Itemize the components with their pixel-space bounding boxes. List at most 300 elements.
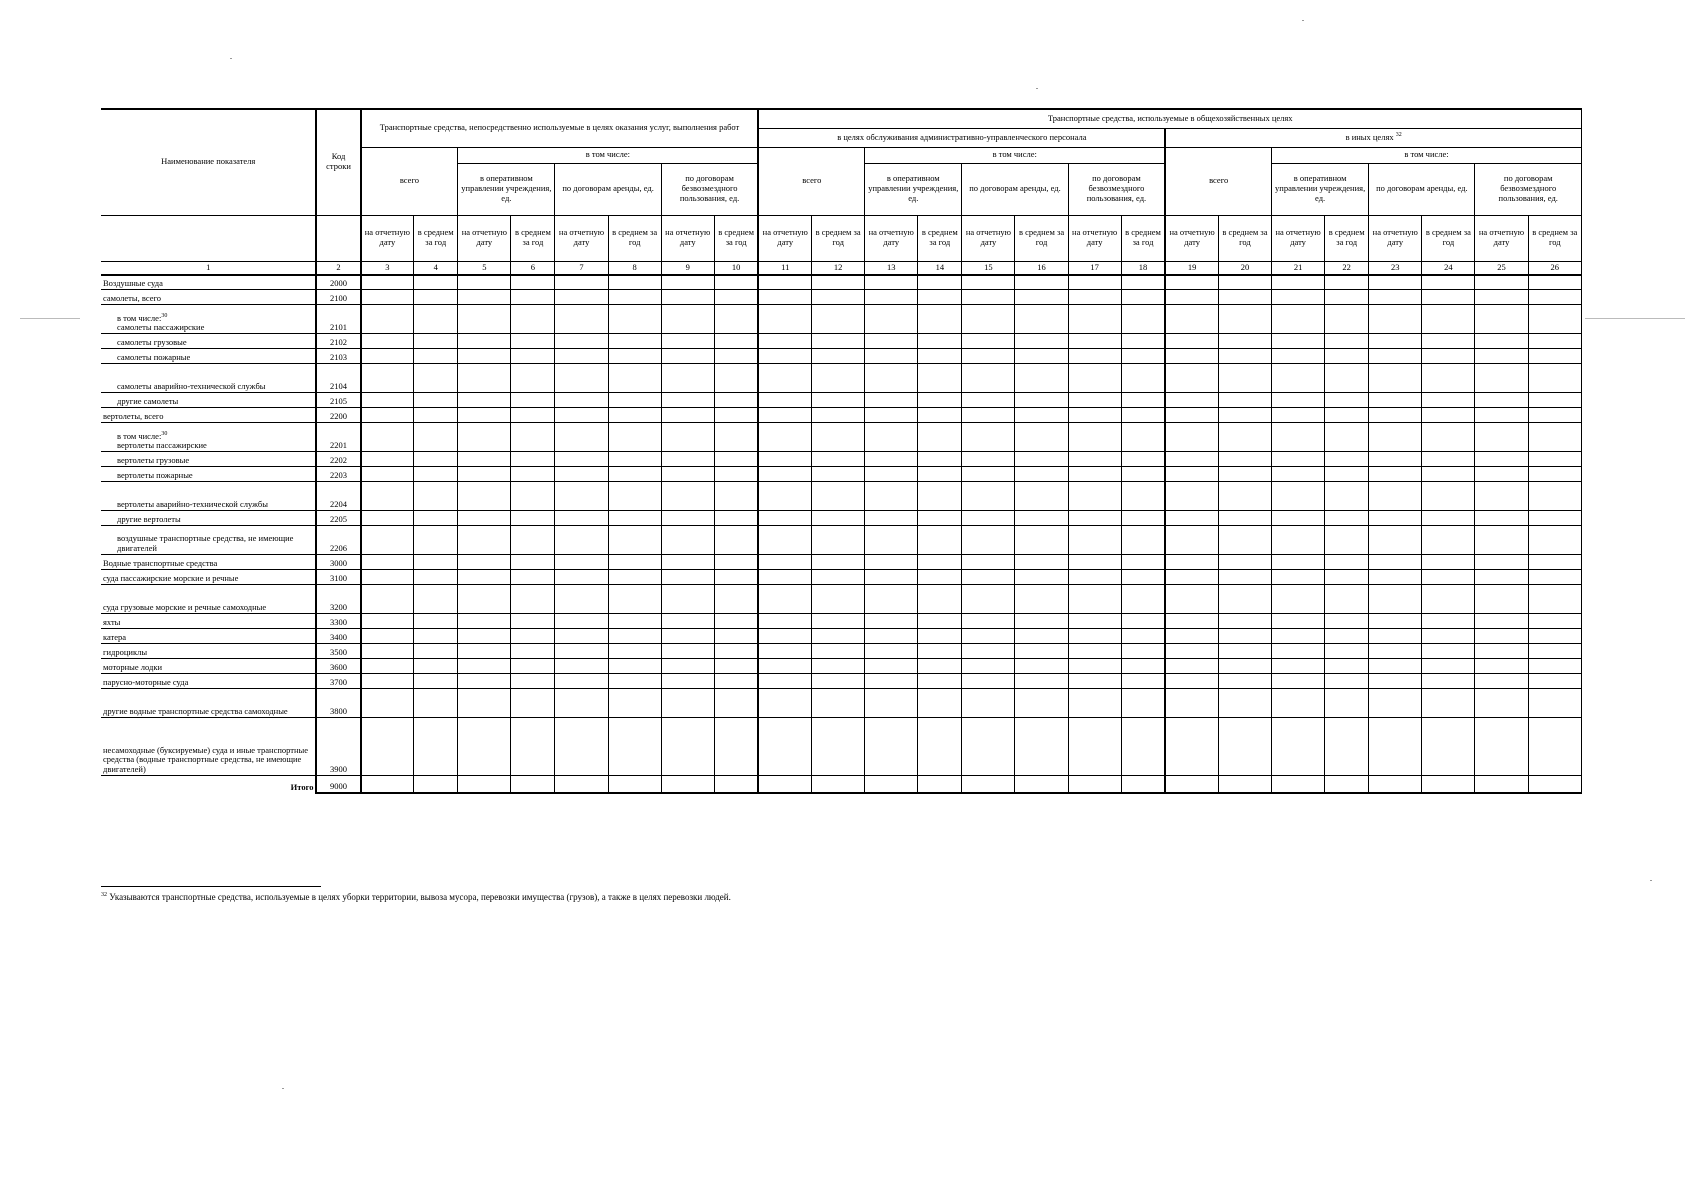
value-cell[interactable] bbox=[1121, 674, 1165, 689]
value-cell[interactable] bbox=[918, 674, 962, 689]
value-cell[interactable] bbox=[661, 526, 714, 555]
value-cell[interactable] bbox=[458, 334, 511, 349]
value-cell[interactable] bbox=[1475, 585, 1528, 614]
value-cell[interactable] bbox=[555, 334, 608, 349]
value-cell[interactable] bbox=[918, 349, 962, 364]
value-cell[interactable] bbox=[511, 290, 555, 305]
value-cell[interactable] bbox=[608, 644, 661, 659]
value-cell[interactable] bbox=[714, 776, 758, 793]
value-cell[interactable] bbox=[865, 334, 918, 349]
value-cell[interactable] bbox=[1165, 467, 1218, 482]
value-cell[interactable] bbox=[714, 467, 758, 482]
value-cell[interactable] bbox=[758, 614, 811, 629]
value-cell[interactable] bbox=[812, 452, 865, 467]
value-cell[interactable] bbox=[1475, 452, 1528, 467]
value-cell[interactable] bbox=[414, 305, 458, 334]
value-cell[interactable] bbox=[758, 644, 811, 659]
value-cell[interactable] bbox=[1369, 689, 1422, 718]
value-cell[interactable] bbox=[1528, 452, 1581, 467]
value-cell[interactable] bbox=[1422, 467, 1475, 482]
value-cell[interactable] bbox=[1325, 290, 1369, 305]
value-cell[interactable] bbox=[865, 393, 918, 408]
value-cell[interactable] bbox=[962, 393, 1015, 408]
value-cell[interactable] bbox=[511, 659, 555, 674]
value-cell[interactable] bbox=[1272, 555, 1325, 570]
value-cell[interactable] bbox=[1068, 644, 1121, 659]
value-cell[interactable] bbox=[1165, 423, 1218, 452]
value-cell[interactable] bbox=[1325, 585, 1369, 614]
value-cell[interactable] bbox=[758, 393, 811, 408]
value-cell[interactable] bbox=[758, 776, 811, 793]
value-cell[interactable] bbox=[1068, 305, 1121, 334]
value-cell[interactable] bbox=[1369, 644, 1422, 659]
value-cell[interactable] bbox=[458, 526, 511, 555]
value-cell[interactable] bbox=[865, 423, 918, 452]
value-cell[interactable] bbox=[361, 482, 414, 511]
value-cell[interactable] bbox=[555, 305, 608, 334]
value-cell[interactable] bbox=[1121, 305, 1165, 334]
value-cell[interactable] bbox=[661, 555, 714, 570]
value-cell[interactable] bbox=[1015, 349, 1068, 364]
value-cell[interactable] bbox=[1272, 585, 1325, 614]
value-cell[interactable] bbox=[555, 689, 608, 718]
value-cell[interactable] bbox=[608, 674, 661, 689]
value-cell[interactable] bbox=[1325, 555, 1369, 570]
value-cell[interactable] bbox=[918, 275, 962, 290]
value-cell[interactable] bbox=[1325, 423, 1369, 452]
value-cell[interactable] bbox=[1068, 423, 1121, 452]
value-cell[interactable] bbox=[1165, 674, 1218, 689]
value-cell[interactable] bbox=[1272, 393, 1325, 408]
value-cell[interactable] bbox=[608, 526, 661, 555]
value-cell[interactable] bbox=[918, 629, 962, 644]
value-cell[interactable] bbox=[714, 674, 758, 689]
value-cell[interactable] bbox=[1068, 570, 1121, 585]
value-cell[interactable] bbox=[1068, 349, 1121, 364]
value-cell[interactable] bbox=[1475, 349, 1528, 364]
value-cell[interactable] bbox=[1121, 423, 1165, 452]
value-cell[interactable] bbox=[758, 629, 811, 644]
value-cell[interactable] bbox=[1528, 674, 1581, 689]
value-cell[interactable] bbox=[812, 570, 865, 585]
value-cell[interactable] bbox=[1325, 689, 1369, 718]
value-cell[interactable] bbox=[555, 585, 608, 614]
value-cell[interactable] bbox=[812, 585, 865, 614]
value-cell[interactable] bbox=[1528, 393, 1581, 408]
value-cell[interactable] bbox=[1369, 570, 1422, 585]
value-cell[interactable] bbox=[1325, 614, 1369, 629]
value-cell[interactable] bbox=[714, 585, 758, 614]
value-cell[interactable] bbox=[511, 644, 555, 659]
value-cell[interactable] bbox=[361, 526, 414, 555]
value-cell[interactable] bbox=[1272, 659, 1325, 674]
value-cell[interactable] bbox=[865, 364, 918, 393]
value-cell[interactable] bbox=[1272, 776, 1325, 793]
value-cell[interactable] bbox=[918, 659, 962, 674]
value-cell[interactable] bbox=[1218, 393, 1271, 408]
value-cell[interactable] bbox=[1068, 555, 1121, 570]
value-cell[interactable] bbox=[758, 275, 811, 290]
value-cell[interactable] bbox=[1422, 570, 1475, 585]
value-cell[interactable] bbox=[1165, 511, 1218, 526]
value-cell[interactable] bbox=[1121, 644, 1165, 659]
value-cell[interactable] bbox=[361, 674, 414, 689]
value-cell[interactable] bbox=[918, 408, 962, 423]
value-cell[interactable] bbox=[511, 334, 555, 349]
value-cell[interactable] bbox=[1218, 349, 1271, 364]
value-cell[interactable] bbox=[361, 555, 414, 570]
value-cell[interactable] bbox=[1068, 674, 1121, 689]
value-cell[interactable] bbox=[918, 467, 962, 482]
value-cell[interactable] bbox=[458, 718, 511, 776]
value-cell[interactable] bbox=[511, 393, 555, 408]
value-cell[interactable] bbox=[458, 689, 511, 718]
value-cell[interactable] bbox=[1165, 334, 1218, 349]
value-cell[interactable] bbox=[1218, 408, 1271, 423]
value-cell[interactable] bbox=[812, 644, 865, 659]
value-cell[interactable] bbox=[511, 423, 555, 452]
value-cell[interactable] bbox=[1369, 423, 1422, 452]
value-cell[interactable] bbox=[1068, 614, 1121, 629]
value-cell[interactable] bbox=[1218, 305, 1271, 334]
value-cell[interactable] bbox=[812, 423, 865, 452]
value-cell[interactable] bbox=[1272, 644, 1325, 659]
value-cell[interactable] bbox=[458, 482, 511, 511]
value-cell[interactable] bbox=[865, 452, 918, 467]
value-cell[interactable] bbox=[1325, 334, 1369, 349]
value-cell[interactable] bbox=[865, 467, 918, 482]
value-cell[interactable] bbox=[661, 674, 714, 689]
value-cell[interactable] bbox=[458, 452, 511, 467]
value-cell[interactable] bbox=[1475, 776, 1528, 793]
value-cell[interactable] bbox=[414, 776, 458, 793]
value-cell[interactable] bbox=[1475, 614, 1528, 629]
value-cell[interactable] bbox=[865, 305, 918, 334]
value-cell[interactable] bbox=[555, 674, 608, 689]
value-cell[interactable] bbox=[1325, 570, 1369, 585]
value-cell[interactable] bbox=[608, 349, 661, 364]
value-cell[interactable] bbox=[962, 511, 1015, 526]
value-cell[interactable] bbox=[1369, 555, 1422, 570]
value-cell[interactable] bbox=[511, 585, 555, 614]
value-cell[interactable] bbox=[1528, 467, 1581, 482]
value-cell[interactable] bbox=[458, 364, 511, 393]
value-cell[interactable] bbox=[962, 689, 1015, 718]
value-cell[interactable] bbox=[1121, 290, 1165, 305]
value-cell[interactable] bbox=[661, 511, 714, 526]
value-cell[interactable] bbox=[1369, 349, 1422, 364]
value-cell[interactable] bbox=[1015, 614, 1068, 629]
value-cell[interactable] bbox=[1165, 570, 1218, 585]
value-cell[interactable] bbox=[865, 689, 918, 718]
value-cell[interactable] bbox=[1272, 423, 1325, 452]
value-cell[interactable] bbox=[1528, 482, 1581, 511]
value-cell[interactable] bbox=[918, 305, 962, 334]
value-cell[interactable] bbox=[1422, 555, 1475, 570]
value-cell[interactable] bbox=[1068, 585, 1121, 614]
value-cell[interactable] bbox=[555, 290, 608, 305]
value-cell[interactable] bbox=[1015, 776, 1068, 793]
value-cell[interactable] bbox=[1422, 689, 1475, 718]
value-cell[interactable] bbox=[1068, 408, 1121, 423]
value-cell[interactable] bbox=[608, 482, 661, 511]
value-cell[interactable] bbox=[1121, 467, 1165, 482]
value-cell[interactable] bbox=[1325, 364, 1369, 393]
value-cell[interactable] bbox=[1528, 570, 1581, 585]
value-cell[interactable] bbox=[1218, 585, 1271, 614]
value-cell[interactable] bbox=[714, 555, 758, 570]
value-cell[interactable] bbox=[1422, 393, 1475, 408]
value-cell[interactable] bbox=[1068, 718, 1121, 776]
value-cell[interactable] bbox=[661, 334, 714, 349]
value-cell[interactable] bbox=[608, 776, 661, 793]
value-cell[interactable] bbox=[714, 614, 758, 629]
value-cell[interactable] bbox=[865, 408, 918, 423]
value-cell[interactable] bbox=[511, 408, 555, 423]
value-cell[interactable] bbox=[812, 393, 865, 408]
value-cell[interactable] bbox=[1475, 511, 1528, 526]
value-cell[interactable] bbox=[1475, 364, 1528, 393]
value-cell[interactable] bbox=[458, 555, 511, 570]
value-cell[interactable] bbox=[1369, 776, 1422, 793]
value-cell[interactable] bbox=[414, 423, 458, 452]
value-cell[interactable] bbox=[458, 408, 511, 423]
value-cell[interactable] bbox=[918, 511, 962, 526]
value-cell[interactable] bbox=[1475, 334, 1528, 349]
value-cell[interactable] bbox=[1015, 570, 1068, 585]
value-cell[interactable] bbox=[1218, 364, 1271, 393]
value-cell[interactable] bbox=[1068, 290, 1121, 305]
value-cell[interactable] bbox=[1325, 482, 1369, 511]
value-cell[interactable] bbox=[511, 364, 555, 393]
value-cell[interactable] bbox=[1272, 334, 1325, 349]
value-cell[interactable] bbox=[1015, 275, 1068, 290]
value-cell[interactable] bbox=[608, 393, 661, 408]
value-cell[interactable] bbox=[1218, 629, 1271, 644]
value-cell[interactable] bbox=[1422, 349, 1475, 364]
value-cell[interactable] bbox=[414, 275, 458, 290]
value-cell[interactable] bbox=[1369, 614, 1422, 629]
value-cell[interactable] bbox=[555, 629, 608, 644]
value-cell[interactable] bbox=[1325, 644, 1369, 659]
value-cell[interactable] bbox=[361, 659, 414, 674]
value-cell[interactable] bbox=[1475, 290, 1528, 305]
value-cell[interactable] bbox=[865, 585, 918, 614]
value-cell[interactable] bbox=[414, 349, 458, 364]
value-cell[interactable] bbox=[661, 659, 714, 674]
value-cell[interactable] bbox=[1369, 718, 1422, 776]
value-cell[interactable] bbox=[1165, 555, 1218, 570]
value-cell[interactable] bbox=[458, 423, 511, 452]
value-cell[interactable] bbox=[1218, 334, 1271, 349]
value-cell[interactable] bbox=[361, 644, 414, 659]
value-cell[interactable] bbox=[1165, 629, 1218, 644]
value-cell[interactable] bbox=[962, 305, 1015, 334]
value-cell[interactable] bbox=[1369, 511, 1422, 526]
value-cell[interactable] bbox=[458, 467, 511, 482]
value-cell[interactable] bbox=[1165, 482, 1218, 511]
value-cell[interactable] bbox=[714, 275, 758, 290]
value-cell[interactable] bbox=[511, 482, 555, 511]
value-cell[interactable] bbox=[962, 585, 1015, 614]
value-cell[interactable] bbox=[1015, 689, 1068, 718]
value-cell[interactable] bbox=[865, 275, 918, 290]
value-cell[interactable] bbox=[414, 526, 458, 555]
value-cell[interactable] bbox=[1218, 570, 1271, 585]
value-cell[interactable] bbox=[865, 718, 918, 776]
value-cell[interactable] bbox=[414, 644, 458, 659]
value-cell[interactable] bbox=[1325, 718, 1369, 776]
value-cell[interactable] bbox=[1369, 585, 1422, 614]
value-cell[interactable] bbox=[812, 629, 865, 644]
value-cell[interactable] bbox=[458, 674, 511, 689]
value-cell[interactable] bbox=[865, 290, 918, 305]
value-cell[interactable] bbox=[1272, 614, 1325, 629]
value-cell[interactable] bbox=[812, 718, 865, 776]
value-cell[interactable] bbox=[1422, 585, 1475, 614]
value-cell[interactable] bbox=[1165, 718, 1218, 776]
value-cell[interactable] bbox=[608, 423, 661, 452]
value-cell[interactable] bbox=[1218, 275, 1271, 290]
value-cell[interactable] bbox=[1528, 364, 1581, 393]
value-cell[interactable] bbox=[511, 467, 555, 482]
value-cell[interactable] bbox=[865, 629, 918, 644]
value-cell[interactable] bbox=[812, 349, 865, 364]
value-cell[interactable] bbox=[1325, 674, 1369, 689]
value-cell[interactable] bbox=[1528, 629, 1581, 644]
value-cell[interactable] bbox=[555, 659, 608, 674]
value-cell[interactable] bbox=[1528, 776, 1581, 793]
value-cell[interactable] bbox=[1528, 659, 1581, 674]
value-cell[interactable] bbox=[1272, 305, 1325, 334]
value-cell[interactable] bbox=[458, 585, 511, 614]
value-cell[interactable] bbox=[1325, 467, 1369, 482]
value-cell[interactable] bbox=[1422, 305, 1475, 334]
value-cell[interactable] bbox=[1165, 305, 1218, 334]
value-cell[interactable] bbox=[1218, 674, 1271, 689]
value-cell[interactable] bbox=[812, 305, 865, 334]
value-cell[interactable] bbox=[1528, 423, 1581, 452]
value-cell[interactable] bbox=[918, 452, 962, 467]
value-cell[interactable] bbox=[714, 570, 758, 585]
value-cell[interactable] bbox=[1422, 452, 1475, 467]
value-cell[interactable] bbox=[1121, 614, 1165, 629]
value-cell[interactable] bbox=[1218, 659, 1271, 674]
value-cell[interactable] bbox=[555, 644, 608, 659]
value-cell[interactable] bbox=[865, 659, 918, 674]
value-cell[interactable] bbox=[1165, 275, 1218, 290]
value-cell[interactable] bbox=[1218, 555, 1271, 570]
value-cell[interactable] bbox=[1475, 629, 1528, 644]
value-cell[interactable] bbox=[555, 555, 608, 570]
value-cell[interactable] bbox=[458, 393, 511, 408]
value-cell[interactable] bbox=[414, 452, 458, 467]
value-cell[interactable] bbox=[361, 393, 414, 408]
value-cell[interactable] bbox=[661, 290, 714, 305]
value-cell[interactable] bbox=[661, 482, 714, 511]
value-cell[interactable] bbox=[1165, 659, 1218, 674]
value-cell[interactable] bbox=[1068, 526, 1121, 555]
value-cell[interactable] bbox=[1475, 689, 1528, 718]
value-cell[interactable] bbox=[714, 364, 758, 393]
value-cell[interactable] bbox=[661, 614, 714, 629]
value-cell[interactable] bbox=[1475, 718, 1528, 776]
value-cell[interactable] bbox=[555, 511, 608, 526]
value-cell[interactable] bbox=[1422, 275, 1475, 290]
value-cell[interactable] bbox=[1325, 452, 1369, 467]
value-cell[interactable] bbox=[962, 290, 1015, 305]
value-cell[interactable] bbox=[1218, 614, 1271, 629]
value-cell[interactable] bbox=[1015, 526, 1068, 555]
value-cell[interactable] bbox=[1068, 393, 1121, 408]
value-cell[interactable] bbox=[1272, 275, 1325, 290]
value-cell[interactable] bbox=[714, 334, 758, 349]
value-cell[interactable] bbox=[1015, 659, 1068, 674]
value-cell[interactable] bbox=[1121, 393, 1165, 408]
value-cell[interactable] bbox=[865, 614, 918, 629]
value-cell[interactable] bbox=[962, 555, 1015, 570]
value-cell[interactable] bbox=[511, 526, 555, 555]
value-cell[interactable] bbox=[962, 334, 1015, 349]
value-cell[interactable] bbox=[1218, 511, 1271, 526]
value-cell[interactable] bbox=[865, 349, 918, 364]
value-cell[interactable] bbox=[918, 364, 962, 393]
value-cell[interactable] bbox=[1369, 674, 1422, 689]
value-cell[interactable] bbox=[361, 423, 414, 452]
value-cell[interactable] bbox=[758, 526, 811, 555]
value-cell[interactable] bbox=[414, 364, 458, 393]
value-cell[interactable] bbox=[1165, 526, 1218, 555]
value-cell[interactable] bbox=[1475, 393, 1528, 408]
value-cell[interactable] bbox=[962, 674, 1015, 689]
value-cell[interactable] bbox=[1015, 555, 1068, 570]
value-cell[interactable] bbox=[962, 776, 1015, 793]
value-cell[interactable] bbox=[361, 467, 414, 482]
value-cell[interactable] bbox=[511, 689, 555, 718]
value-cell[interactable] bbox=[1218, 467, 1271, 482]
value-cell[interactable] bbox=[962, 423, 1015, 452]
value-cell[interactable] bbox=[1068, 659, 1121, 674]
value-cell[interactable] bbox=[758, 408, 811, 423]
value-cell[interactable] bbox=[1218, 776, 1271, 793]
value-cell[interactable] bbox=[1272, 349, 1325, 364]
value-cell[interactable] bbox=[962, 408, 1015, 423]
value-cell[interactable] bbox=[1475, 305, 1528, 334]
value-cell[interactable] bbox=[661, 776, 714, 793]
value-cell[interactable] bbox=[758, 718, 811, 776]
value-cell[interactable] bbox=[1369, 408, 1422, 423]
value-cell[interactable] bbox=[661, 393, 714, 408]
value-cell[interactable] bbox=[865, 570, 918, 585]
value-cell[interactable] bbox=[962, 482, 1015, 511]
value-cell[interactable] bbox=[1369, 393, 1422, 408]
value-cell[interactable] bbox=[414, 334, 458, 349]
value-cell[interactable] bbox=[661, 644, 714, 659]
value-cell[interactable] bbox=[414, 511, 458, 526]
value-cell[interactable] bbox=[555, 570, 608, 585]
value-cell[interactable] bbox=[1121, 526, 1165, 555]
value-cell[interactable] bbox=[458, 349, 511, 364]
value-cell[interactable] bbox=[1218, 482, 1271, 511]
value-cell[interactable] bbox=[608, 275, 661, 290]
value-cell[interactable] bbox=[1015, 644, 1068, 659]
value-cell[interactable] bbox=[511, 349, 555, 364]
value-cell[interactable] bbox=[812, 555, 865, 570]
value-cell[interactable] bbox=[1272, 526, 1325, 555]
value-cell[interactable] bbox=[1369, 290, 1422, 305]
value-cell[interactable] bbox=[1068, 452, 1121, 467]
value-cell[interactable] bbox=[608, 305, 661, 334]
